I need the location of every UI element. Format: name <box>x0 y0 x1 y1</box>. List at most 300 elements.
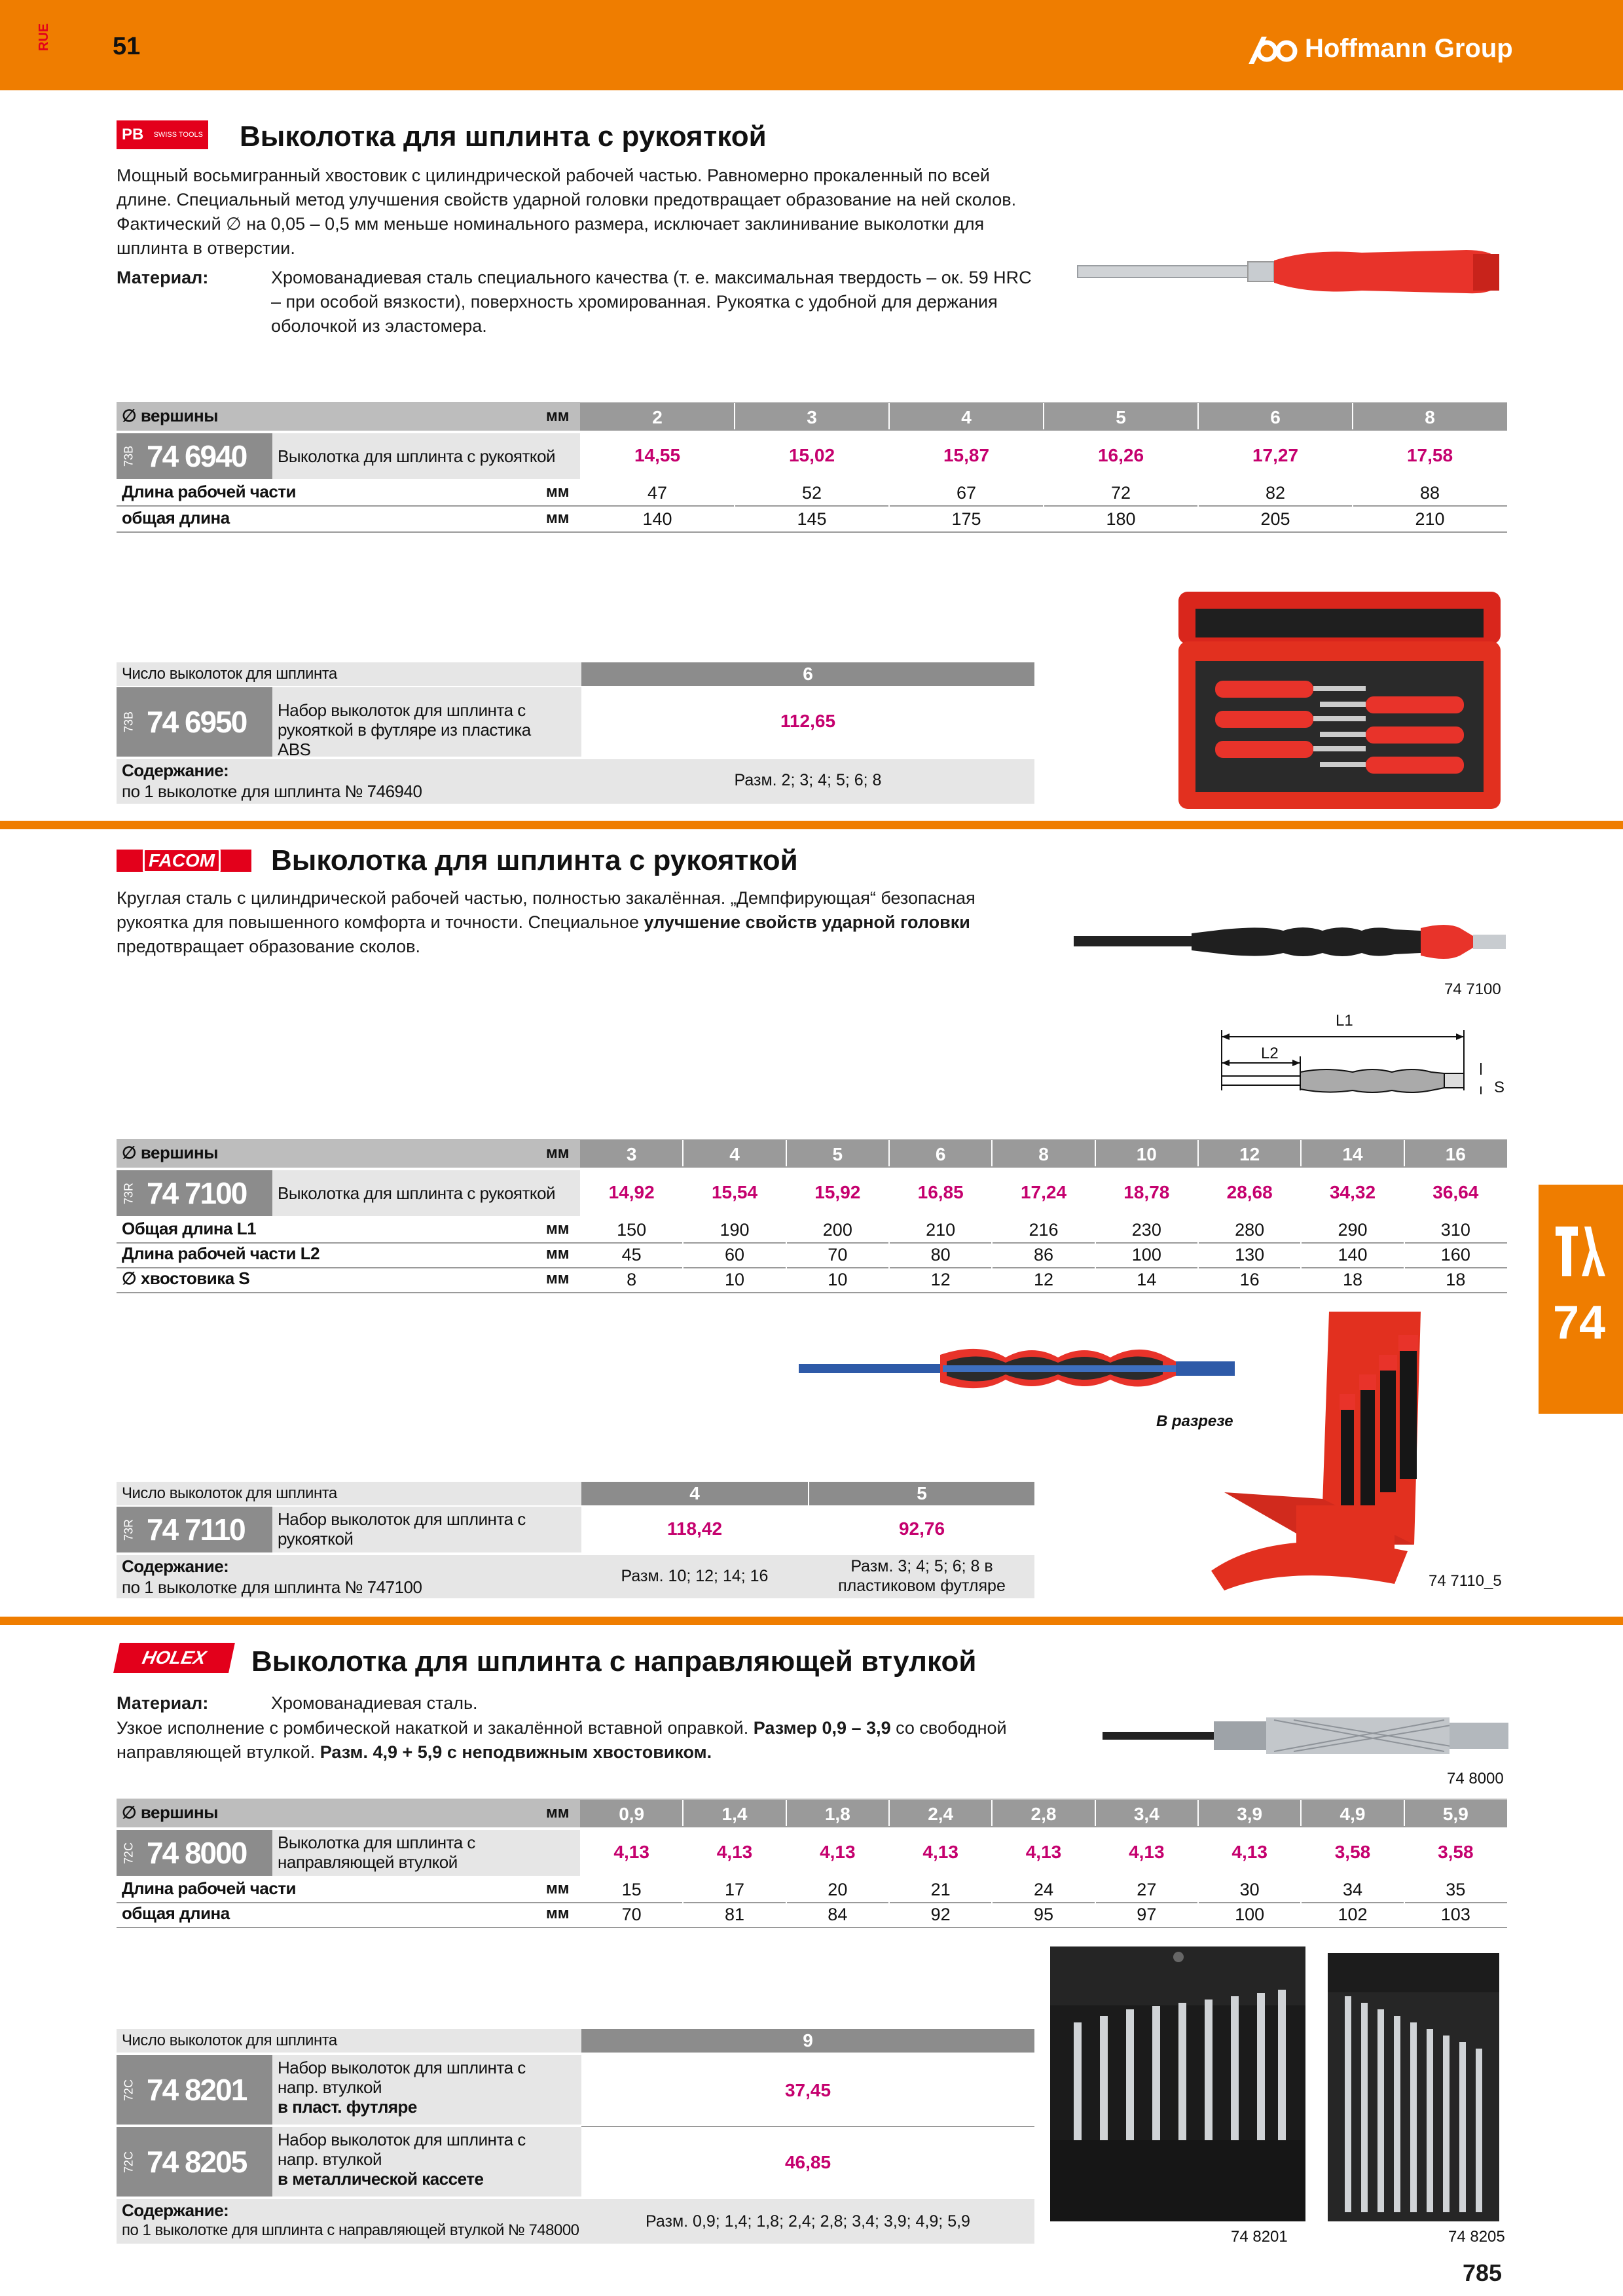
column-divider <box>991 1266 993 1292</box>
s2-t1-prices-cell: 28,68 <box>1226 1182 1273 1202</box>
s2-t1-r3-cell: 8 <box>627 1270 637 1289</box>
article-number: 74 8205 <box>147 2145 247 2179</box>
s2-t1-prices-cell: 14,92 <box>608 1182 655 1202</box>
s3-t1-r2-cell: 97 <box>1137 1905 1157 1924</box>
chapter-tab[interactable] <box>1539 1185 1623 1414</box>
article-prefix: 72C <box>122 2151 136 2173</box>
s1-t1-r1-cell: 67 <box>956 483 977 503</box>
s1-t1-r2-cell: 205 <box>1260 509 1290 529</box>
count-value: 4 <box>689 1483 700 1503</box>
column-divider <box>1300 1266 1302 1292</box>
cutaway-image <box>796 1335 1241 1401</box>
row-divider <box>117 1267 1507 1268</box>
column-divider <box>1095 1901 1096 1927</box>
s2-t1-prices-cell: 17,24 <box>1020 1182 1067 1202</box>
column-divider <box>1043 403 1044 429</box>
column-divider <box>1300 1901 1302 1927</box>
s2-t1-r3-cell: 18 <box>1342 1270 1363 1289</box>
column-divider <box>1404 1876 1405 1902</box>
tip-diameter-label: ∅ вершины <box>122 1143 218 1162</box>
column-divider <box>786 1800 787 1826</box>
column-divider <box>1095 1266 1096 1292</box>
column-divider <box>786 1876 787 1902</box>
article-prefix: 73B <box>122 445 136 467</box>
column-divider <box>1352 505 1353 531</box>
unit: мм <box>546 509 570 527</box>
s2-t1-r3-cell: 14 <box>1137 1270 1157 1289</box>
s3-t1-sizes-cell: 3,4 <box>1133 1804 1159 1824</box>
s3-t1-prices-cell: 3,58 <box>1438 1842 1474 1862</box>
article-prefix: 73R <box>122 1518 136 1541</box>
s1-t1-r1-cell: 47 <box>647 483 668 503</box>
s1-t1-r1-cell: 52 <box>801 483 822 503</box>
row-divider <box>581 2126 1034 2127</box>
column-divider <box>1404 1216 1405 1242</box>
cutaway-caption: В разрезе <box>1156 1412 1233 1430</box>
column-divider <box>734 441 735 467</box>
tools-icon <box>1553 1224 1608 1279</box>
column-divider <box>1095 1800 1096 1826</box>
article-74-6940[interactable] <box>117 433 272 479</box>
hoffmann-logo-icon <box>1247 31 1298 65</box>
s3-t1-r2-cell: 70 <box>621 1905 642 1924</box>
s1-t1-sizes-cell: 6 <box>1270 407 1281 427</box>
s1-t1-prices-cell: 15,87 <box>943 445 990 465</box>
s2-t1-r1-cell: 216 <box>1029 1220 1059 1240</box>
content-text: по 1 выколотке для шплинта с направляющей втулкой № 748000 <box>122 2221 579 2239</box>
s3-t1-r1-cell: 27 <box>1137 1880 1157 1899</box>
s3-t1-r2-cell: 103 <box>1440 1905 1470 1924</box>
brand-name: FACOM <box>143 848 221 873</box>
count-label: Число выколоток для шплинта <box>122 2032 337 2049</box>
sizes-list: Разм. 3; 4; 5; 6; 8 в пластиковом футляре <box>838 1557 1006 1595</box>
column-divider <box>991 1140 993 1166</box>
count-value: 5 <box>917 1483 927 1503</box>
column-divider <box>682 1178 684 1204</box>
s3-t1-prices-cell: 4,13 <box>613 1842 649 1862</box>
column-divider <box>888 1838 890 1864</box>
desc-bold: улучшение свойств ударной головки <box>644 912 970 932</box>
section-separator <box>0 1617 1623 1625</box>
column-divider <box>1404 1241 1405 1267</box>
s1-t1-sizes-cell: 5 <box>1116 407 1126 427</box>
s2-t1-sizes-cell: 5 <box>832 1144 843 1164</box>
s1-t1-r2-cell: 140 <box>642 509 672 529</box>
s3-t1-sizes-cell: 2,8 <box>1030 1804 1057 1824</box>
desc-bold: в пласт. футляре <box>278 2097 417 2117</box>
s3-t1-r1-cell: 34 <box>1342 1880 1363 1899</box>
column-divider <box>682 1266 684 1292</box>
s2-t1-sizes-cell: 12 <box>1239 1144 1260 1164</box>
column-divider <box>1197 1266 1199 1292</box>
s3-t1-prices-cell: 4,13 <box>1231 1842 1267 1862</box>
column-divider <box>682 1901 684 1927</box>
brand-logo-holex <box>113 1643 235 1673</box>
s3-t1-r1-cell: 17 <box>724 1880 745 1899</box>
dim-l1: L1 <box>1336 1012 1353 1030</box>
s3-t1-r2-cell: 81 <box>724 1905 745 1924</box>
chapter-number: 74 <box>1553 1297 1606 1349</box>
cassette-image-748205 <box>1325 1950 1502 2225</box>
s1-t1-sizes-cell: 2 <box>652 407 663 427</box>
article-number: 74 8000 <box>147 1836 247 1870</box>
s3-t1-prices-cell: 4,13 <box>922 1842 958 1862</box>
column-divider <box>1197 1216 1199 1242</box>
row-divider <box>117 1902 1507 1903</box>
desc-bold: в металлической кассете <box>278 2169 484 2189</box>
s2-t1-r1-cell: 190 <box>720 1220 750 1240</box>
column-divider <box>786 1266 787 1292</box>
section-description <box>117 1716 1085 1765</box>
image-code: 74 8000 <box>1447 1770 1504 1787</box>
s1-t1-sizes-cell: 8 <box>1425 407 1435 427</box>
column-divider <box>1352 403 1353 429</box>
s2-t1-r2-cell: 70 <box>828 1245 848 1265</box>
s2-t1-r1-cell: 210 <box>926 1220 956 1240</box>
column-divider <box>1197 479 1199 505</box>
s2-t1-r2-cell: 130 <box>1235 1245 1265 1265</box>
image-code: 74 8201 <box>1231 2228 1288 2246</box>
article-number: 74 7110 <box>147 1513 245 1547</box>
article-description: Выколотка для шплинта с рукояткой <box>278 446 556 466</box>
column-divider <box>888 1876 890 1902</box>
section-title: Выколотка для шплинта с рукояткой <box>271 844 798 876</box>
s3-t1-prices-cell: 4,13 <box>820 1842 856 1862</box>
tool-image-748000 <box>1097 1708 1516 1761</box>
s1-t1-r1-cell: 82 <box>1265 483 1286 503</box>
brand-name: HOLEX <box>140 1647 208 1668</box>
tool-image-747100 <box>1067 916 1512 969</box>
s1-t1-r1-cell: 72 <box>1110 483 1131 503</box>
column-divider <box>786 1216 787 1242</box>
article-prefix: 73R <box>122 1182 136 1204</box>
s2-t1-prices-cell: 34,32 <box>1329 1182 1376 1202</box>
article-number: 74 7100 <box>147 1176 247 1210</box>
column-divider <box>888 1178 890 1204</box>
column-divider <box>786 1178 787 1204</box>
column-divider <box>682 1241 684 1267</box>
article-74-8000[interactable] <box>117 1830 272 1876</box>
column-divider <box>1300 1216 1302 1242</box>
price: 46,85 <box>784 2152 831 2172</box>
count-label: Число выколоток для шплинта <box>122 1484 337 1502</box>
s1-t1-prices-cell: 15,02 <box>788 445 835 465</box>
column-divider <box>991 1800 993 1826</box>
s3-t1-r1-cell: 30 <box>1239 1880 1260 1899</box>
s3-t1-sizes-cell: 5,9 <box>1442 1804 1468 1824</box>
column-divider <box>786 1140 787 1166</box>
column-divider <box>1404 1178 1405 1204</box>
total-length-label: Общая длина L1 <box>122 1219 257 1238</box>
article-number: 74 6940 <box>147 439 247 473</box>
column-divider <box>1095 1178 1096 1204</box>
column-divider <box>991 1876 993 1902</box>
case-image-746950 <box>1176 589 1503 812</box>
s2-t1-sizes-cell: 16 <box>1445 1144 1466 1164</box>
s2-t1-r3-cell: 16 <box>1239 1270 1260 1289</box>
column-divider <box>734 403 735 429</box>
article-number: 74 6950 <box>147 705 247 739</box>
column-divider <box>682 1140 684 1166</box>
dimension-drawing <box>1209 1017 1503 1096</box>
column-divider <box>1300 1241 1302 1267</box>
column-divider <box>1043 505 1044 531</box>
s1-t1-prices-cell: 16,26 <box>1097 445 1144 465</box>
column-divider <box>991 1901 993 1927</box>
article-74-7110[interactable] <box>117 1507 272 1552</box>
content-label: Содержание: <box>122 2200 229 2220</box>
s2-t1-sizes-cell: 3 <box>626 1144 637 1164</box>
s1-t1-prices-cell: 14,55 <box>634 445 681 465</box>
column-divider <box>1197 441 1199 467</box>
tip-diameter-label: ∅ вершины <box>122 406 218 425</box>
column-divider <box>1300 1800 1302 1826</box>
work-length-label: Длина рабочей части <box>122 1878 297 1898</box>
s3-t1-prices-cell: 3,58 <box>1334 1842 1371 1862</box>
s1-t1-prices-cell: 17,58 <box>1406 445 1453 465</box>
column-divider <box>1095 1216 1096 1242</box>
column-divider <box>991 1838 993 1864</box>
section-description <box>117 886 1046 959</box>
s2-t1-sizes-cell: 10 <box>1136 1144 1157 1164</box>
price: 112,65 <box>780 711 836 731</box>
image-code: 74 8205 <box>1448 2228 1505 2246</box>
s3-t1-r1-cell: 21 <box>930 1880 951 1899</box>
s2-t1-r3-cell: 18 <box>1446 1270 1466 1289</box>
article-prefix: 72C <box>122 1842 136 1864</box>
column-divider <box>682 1800 684 1826</box>
set-image-747110 <box>1198 1309 1460 1597</box>
price: 92,76 <box>898 1518 945 1539</box>
column-divider <box>888 479 890 505</box>
unit: мм <box>546 1144 570 1162</box>
pouch-image-748201 <box>1048 1944 1309 2225</box>
column-divider <box>786 1901 787 1927</box>
s2-t1-r2-cell: 86 <box>1033 1245 1054 1265</box>
material-text: Хромованадиевая сталь специального качества (т. е. максимальная твердость – ок. 59 HRC – при особой вязкости), поверхность хромированная. Рукоятка с удобной для держания оболочкой из эластомера. <box>271 268 1032 336</box>
column-divider <box>1095 1241 1096 1267</box>
article-74-8205[interactable] <box>117 2127 272 2197</box>
column-divider <box>991 1241 993 1267</box>
s3-t1-sizes-cell: 1,4 <box>721 1804 748 1824</box>
s1-t1-r2-cell: 210 <box>1415 509 1445 529</box>
unit: мм <box>546 1905 570 1922</box>
column-divider <box>786 1838 787 1864</box>
column-divider <box>888 441 890 467</box>
section-description: Мощный восьмигранный хвостовик с цилиндрической рабочей частью. Равномерно прокаленный по всей длине. Специальный метод улучшения свойств ударной головки предотвращает образование на ней сколов. Фактический ∅ на 0,05 – 0,5 мм меньше номинального размера, исключает заклинивание выколотки для шплинта в отверстии. <box>117 166 1017 258</box>
s2-t1-r3-cell: 12 <box>1033 1270 1054 1289</box>
column-divider <box>1197 1800 1199 1826</box>
column-divider <box>1197 505 1199 531</box>
article-description <box>278 2058 553 2117</box>
column-divider <box>1352 479 1353 505</box>
s2-t1-r1-cell: 280 <box>1235 1220 1265 1240</box>
s3-t1-sizes-cell: 3,9 <box>1237 1804 1263 1824</box>
row-divider <box>117 1927 1507 1928</box>
article-description: Выколотка для шплинта с направляющей втулкой <box>278 1833 475 1872</box>
lang-code: RUE <box>37 23 51 51</box>
s3-t1-r1-cell: 20 <box>828 1880 848 1899</box>
s1-t1-r2-cell: 145 <box>797 509 827 529</box>
s2-t1-prices-cell: 16,85 <box>917 1182 964 1202</box>
s1-t1-sizes-cell: 4 <box>961 407 972 427</box>
section-title: Выколотка для шплинта с направляющей втулкой <box>251 1645 977 1677</box>
s3-t1-r1-cell: 15 <box>621 1880 642 1899</box>
column-divider <box>682 1216 684 1242</box>
s2-t1-r2-cell: 80 <box>930 1245 951 1265</box>
row-divider <box>117 505 1507 507</box>
set-image-code: 74 7110_5 <box>1429 1572 1502 1590</box>
desc-text: Набор выколоток для шплинта с напр. втулкой <box>278 2130 526 2169</box>
s3-t1-r2-cell: 100 <box>1235 1905 1265 1924</box>
s3-t1-sizes-cell: 0,9 <box>619 1804 645 1824</box>
brand-name: PB <box>122 126 144 143</box>
s2-t1-r3-cell: 10 <box>724 1270 745 1289</box>
column-divider <box>1300 1140 1302 1166</box>
article-prefix: 72C <box>122 2079 136 2101</box>
column-divider <box>1404 1140 1405 1166</box>
price: 118,42 <box>666 1518 723 1539</box>
column-divider <box>1404 1901 1405 1927</box>
s3-t1-sizes-cell: 2,4 <box>928 1804 954 1824</box>
column-divider <box>991 1178 993 1204</box>
article-description: Набор выколоток для шплинта с рукояткой <box>278 1509 526 1549</box>
desc-bold: Разм. 4,9 + 5,9 с неподвижным хвостовиком. <box>319 1742 712 1762</box>
price: 37,45 <box>784 2080 831 2100</box>
s2-t1-prices-cell: 15,92 <box>814 1182 861 1202</box>
s2-t1-prices-cell: 15,54 <box>711 1182 758 1202</box>
desc-text: Набор выколоток для шплинта с напр. втулкой <box>278 2058 526 2097</box>
s2-t1-sizes-cell: 14 <box>1342 1144 1363 1164</box>
s3-t1-r2-cell: 84 <box>828 1905 848 1924</box>
material-label: Материал: <box>117 1693 209 1713</box>
column-divider <box>1404 1838 1405 1864</box>
s2-t1-r3-cell: 10 <box>828 1270 848 1289</box>
column-divider <box>1300 1838 1302 1864</box>
s2-t1-prices-cell: 18,78 <box>1123 1182 1170 1202</box>
sizes-list: Разм. 10; 12; 14; 16 <box>621 1567 769 1585</box>
unit: мм <box>546 407 570 425</box>
tip-diameter-label: ∅ вершины <box>122 1803 218 1822</box>
brand-logo-facom <box>117 850 251 872</box>
sizes-list: Разм. 0,9; 1,4; 1,8; 2,4; 2,8; 3,4; 3,9; 4,9; 5,9 <box>646 2212 970 2231</box>
article-74-7100[interactable] <box>117 1170 272 1216</box>
s2-t1-r1-cell: 230 <box>1131 1220 1161 1240</box>
s2-t1-r2-cell: 100 <box>1131 1245 1161 1265</box>
article-74-8201[interactable] <box>117 2055 272 2125</box>
material-text: Хромованадиевая сталь. <box>271 1693 478 1713</box>
desc-part: Круглая сталь с цилиндрической рабочей частью, полностью закалённая. „Демпфирующая“ безопасная рукоятка для повышенного комфорта и точности. Специальное <box>117 888 976 932</box>
desc-bold: Размер 0,9 – 3,9 <box>753 1718 891 1738</box>
s2-t1-sizes-cell: 8 <box>1038 1144 1049 1164</box>
s2-t1-sizes-cell: 6 <box>935 1144 946 1164</box>
s2-t1-r1-cell: 310 <box>1440 1220 1470 1240</box>
column-divider <box>1095 1838 1096 1864</box>
article-description: Выколотка для шплинта с рукояткой <box>278 1183 556 1203</box>
content-text: по 1 выколотке для шплинта № 746940 <box>122 781 422 801</box>
logo-text: Hoffmann Group <box>1305 33 1513 63</box>
count-value: 6 <box>803 664 813 684</box>
s1-t1-r2-cell: 175 <box>951 509 981 529</box>
column-divider <box>786 1241 787 1267</box>
s3-t1-prices-cell: 4,13 <box>1129 1842 1165 1862</box>
unit: мм <box>546 1804 570 1821</box>
column-divider <box>682 1838 684 1864</box>
page-number-top: 51 <box>113 33 141 60</box>
column-divider <box>1300 1876 1302 1902</box>
column-divider <box>1197 1241 1199 1267</box>
article-prefix: 73B <box>122 711 136 733</box>
s2-t1-r1-cell: 200 <box>822 1220 852 1240</box>
column-divider <box>888 505 890 531</box>
brand-sub: SWISS TOOLS <box>153 131 203 139</box>
s1-t1-r2-cell: 180 <box>1106 509 1136 529</box>
column-divider <box>991 1216 993 1242</box>
column-divider <box>1352 441 1353 467</box>
column-divider <box>1043 441 1044 467</box>
article-74-6950[interactable] <box>117 687 272 757</box>
column-divider <box>1197 1140 1199 1166</box>
column-divider <box>1197 1178 1199 1204</box>
s1-t1-r1-cell: 88 <box>1419 483 1440 503</box>
total-length-label: общая длина <box>122 508 230 528</box>
content-label: Содержание: <box>122 761 229 780</box>
article-description: Набор выколоток для шплинта с рукояткой в футляре из пластика ABS <box>278 700 531 759</box>
column-divider <box>888 1241 890 1267</box>
column-divider <box>734 479 735 505</box>
brand-logo-pb <box>117 120 208 149</box>
s3-t1-prices-cell: 4,13 <box>1025 1842 1062 1862</box>
column-divider <box>1404 1266 1405 1292</box>
s3-t1-r2-cell: 102 <box>1338 1905 1368 1924</box>
column-divider <box>888 403 890 429</box>
s2-t1-sizes-cell: 4 <box>729 1144 740 1164</box>
image-code: 74 7100 <box>1444 980 1501 998</box>
column-divider <box>1197 1838 1199 1864</box>
row-divider <box>117 1292 1507 1293</box>
material-label: Материал: <box>117 268 209 287</box>
s2-t1-r1-cell: 150 <box>617 1220 647 1240</box>
column-divider <box>888 1901 890 1927</box>
s1-t1-sizes-cell: 3 <box>807 407 817 427</box>
work-length-label: Длина рабочей части L2 <box>122 1244 320 1263</box>
sizes-list: Разм. 2; 3; 4; 5; 6; 8 <box>734 771 882 789</box>
column-divider <box>1043 479 1044 505</box>
count-value: 9 <box>803 2030 813 2051</box>
tool-image-746940 <box>1074 241 1519 304</box>
column-divider <box>1095 1140 1096 1166</box>
page-number-bottom: 785 <box>1463 2259 1503 2286</box>
s3-t1-sizes-cell: 1,8 <box>824 1804 850 1824</box>
count-label: Число выколоток для шплинта <box>122 665 337 683</box>
s2-t1-r2-cell: 60 <box>724 1245 745 1265</box>
s2-t1-prices-cell: 36,64 <box>1432 1182 1479 1202</box>
unit: мм <box>546 483 570 501</box>
column-divider <box>734 505 735 531</box>
content-text: по 1 выколотке для шплинта № 747100 <box>122 1577 422 1597</box>
hoffmann-logo[interactable] <box>1247 31 1513 65</box>
s2-t1-r2-cell: 45 <box>621 1245 642 1265</box>
s3-t1-prices-cell: 4,13 <box>716 1842 753 1862</box>
desc-part: Узкое исполнение с ромбической накаткой и закалённой вставной оправкой. <box>117 1718 754 1738</box>
unit: мм <box>546 1245 570 1263</box>
s2-t1-r1-cell: 290 <box>1338 1220 1368 1240</box>
unit: мм <box>546 1220 570 1238</box>
column-divider <box>1300 1178 1302 1204</box>
work-length-label: Длина рабочей части <box>122 482 297 501</box>
column-divider <box>1404 1800 1405 1826</box>
dim-s: S <box>1494 1079 1505 1096</box>
